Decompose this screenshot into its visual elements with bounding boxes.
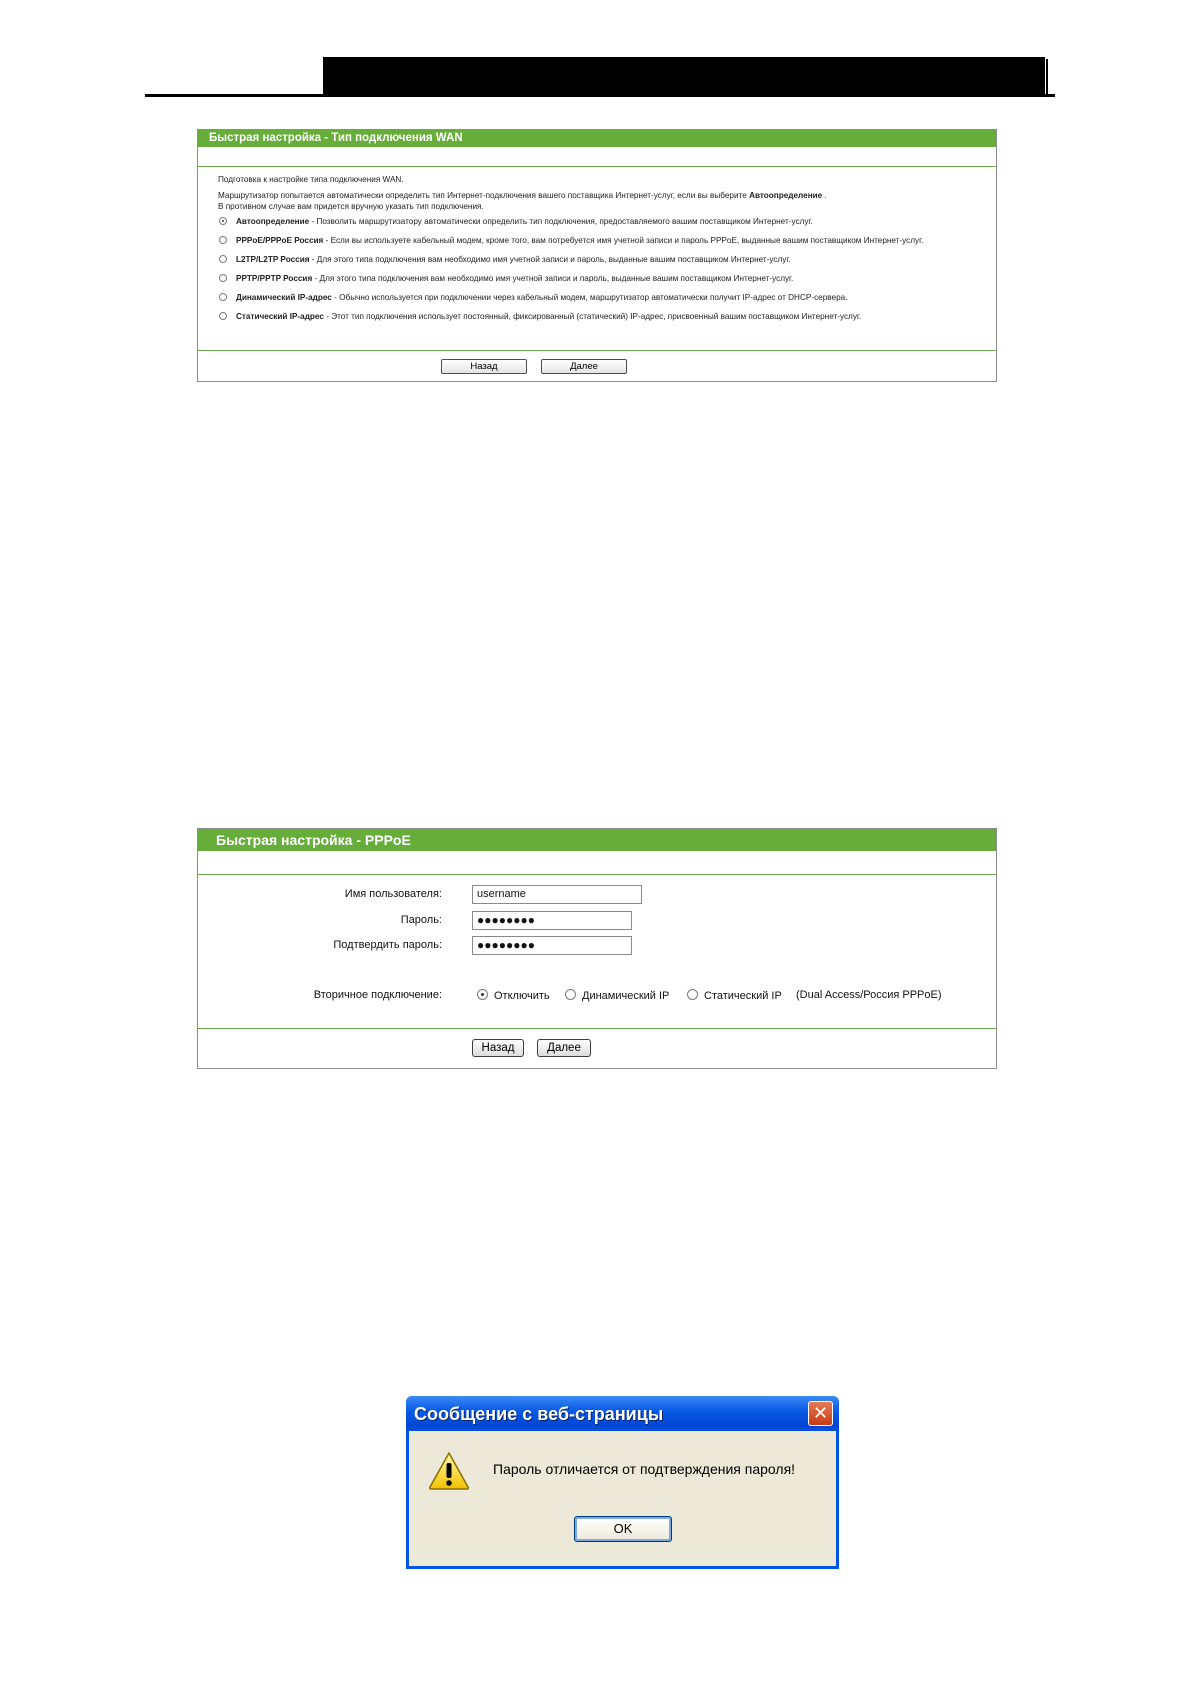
wan-option-dynamic-ip[interactable]: Динамический IP-адрес - Обычно используется при подключении через кабельный модем, маршрутизатор автоматически получит IP-адрес от DHCP-сервера. <box>218 288 996 307</box>
page-header-tick <box>1046 59 1048 95</box>
wan-panel-title: Быстрая настройка - Тип подключения WAN <box>198 130 996 147</box>
password-input[interactable]: ●●●●●●●● <box>472 911 632 930</box>
wan-radio-l2tp[interactable] <box>219 255 227 263</box>
wan-panel-spacer <box>198 147 996 167</box>
pppoe-next-button[interactable]: Далее <box>537 1039 591 1057</box>
page-header-rule <box>145 94 1055 97</box>
secondary-option-static-ip[interactable]: Статический IP <box>687 989 782 1002</box>
message-box <box>406 1396 839 1569</box>
message-text: Пароль отличается от подтверждения пароля! <box>493 1461 796 1477</box>
secondary-option-disable[interactable]: Отключить <box>477 989 550 1002</box>
confirm-password-label: Подтвердить пароль: <box>333 939 442 951</box>
pppoe-back-button[interactable]: Назад <box>472 1039 524 1057</box>
username-label: Имя пользователя: <box>344 888 442 900</box>
wan-auto-note: Маршрутизатор попытается автоматически определить тип Интернет-подключения вашего поставщика Интернет-услуг, если вы выберите Автоопределение . <box>218 191 827 200</box>
wan-radio-static-ip[interactable] <box>219 312 227 320</box>
message-box-body <box>409 1431 836 1566</box>
wan-manual-note: В противном случае вам придется вручную указать тип подключения. <box>218 202 484 211</box>
secondary-option-dynamic-ip[interactable]: Динамический IP <box>565 989 669 1002</box>
pppoe-panel-spacer <box>198 851 996 875</box>
wan-panel-footer <box>198 350 996 381</box>
message-box-title: Сообщение с веб-страницы <box>414 1404 664 1424</box>
wan-radio-pptp[interactable] <box>219 274 227 282</box>
close-icon[interactable]: ✕ <box>808 1401 833 1426</box>
wan-back-button[interactable]: Назад <box>441 359 527 374</box>
pppoe-panel-footer <box>198 1028 996 1068</box>
wan-radio-pppoe[interactable] <box>219 236 227 244</box>
secondary-connection-label: Вторичное подключение: <box>313 989 442 1001</box>
page-header-bar <box>323 57 1045 97</box>
wan-option-static-ip[interactable]: Статический IP-адрес - Этот тип подключения использует постоянный, фиксированный (статический) IP-адрес, присвоенный вашим поставщиком Интернет-услуг. <box>218 307 996 326</box>
wan-intro-text: Подготовка к настройке типа подключения WAN. <box>218 175 404 184</box>
wan-next-button[interactable]: Далее <box>541 359 627 374</box>
pppoe-panel-title: Быстрая настройка - PPPoE <box>198 829 996 851</box>
pppoe-panel <box>197 828 997 1069</box>
wan-option-pppoe[interactable]: PPPoE/PPPoE Россия - Если вы используете кабельный модем, кроме того, вам потребуется имя учетной записи и пароль PPPoE, выданные вашим поставщиком Интернет-услуг. <box>218 231 996 250</box>
ok-button[interactable]: OK <box>574 1516 672 1542</box>
secondary-radio-disable[interactable] <box>477 989 488 1000</box>
wan-option-l2tp[interactable]: L2TP/L2TP Россия - Для этого типа подключения вам необходимо имя учетной записи и пароль, выданные вашим поставщиком Интернет-услуг. <box>218 250 996 269</box>
warning-icon <box>427 1450 471 1492</box>
wan-radio-dynamic-ip[interactable] <box>219 293 227 301</box>
username-input[interactable]: username <box>472 885 642 904</box>
secondary-note: (Dual Access/Россия PPPoE) <box>796 989 942 1001</box>
wan-radio-auto[interactable] <box>219 217 227 225</box>
wan-option-auto[interactable]: Автоопределение - Позволить маршрутизатору автоматически определить тип подключения, предоставляемого вашим поставщиком Интернет-услуг. <box>218 212 996 231</box>
wan-type-panel <box>197 129 997 382</box>
wan-panel-body <box>198 167 996 326</box>
confirm-password-input[interactable]: ●●●●●●●● <box>472 936 632 955</box>
password-label: Пароль: <box>400 914 442 926</box>
wan-option-pptp[interactable]: PPTP/PPTP Россия - Для этого типа подключения вам необходимо имя учетной записи и пароль, выданные вашим поставщиком Интернет-услуг. <box>218 269 996 288</box>
secondary-radio-dynamic-ip[interactable] <box>565 989 576 1000</box>
message-box-titlebar <box>406 1396 839 1431</box>
secondary-radio-static-ip[interactable] <box>687 989 698 1000</box>
